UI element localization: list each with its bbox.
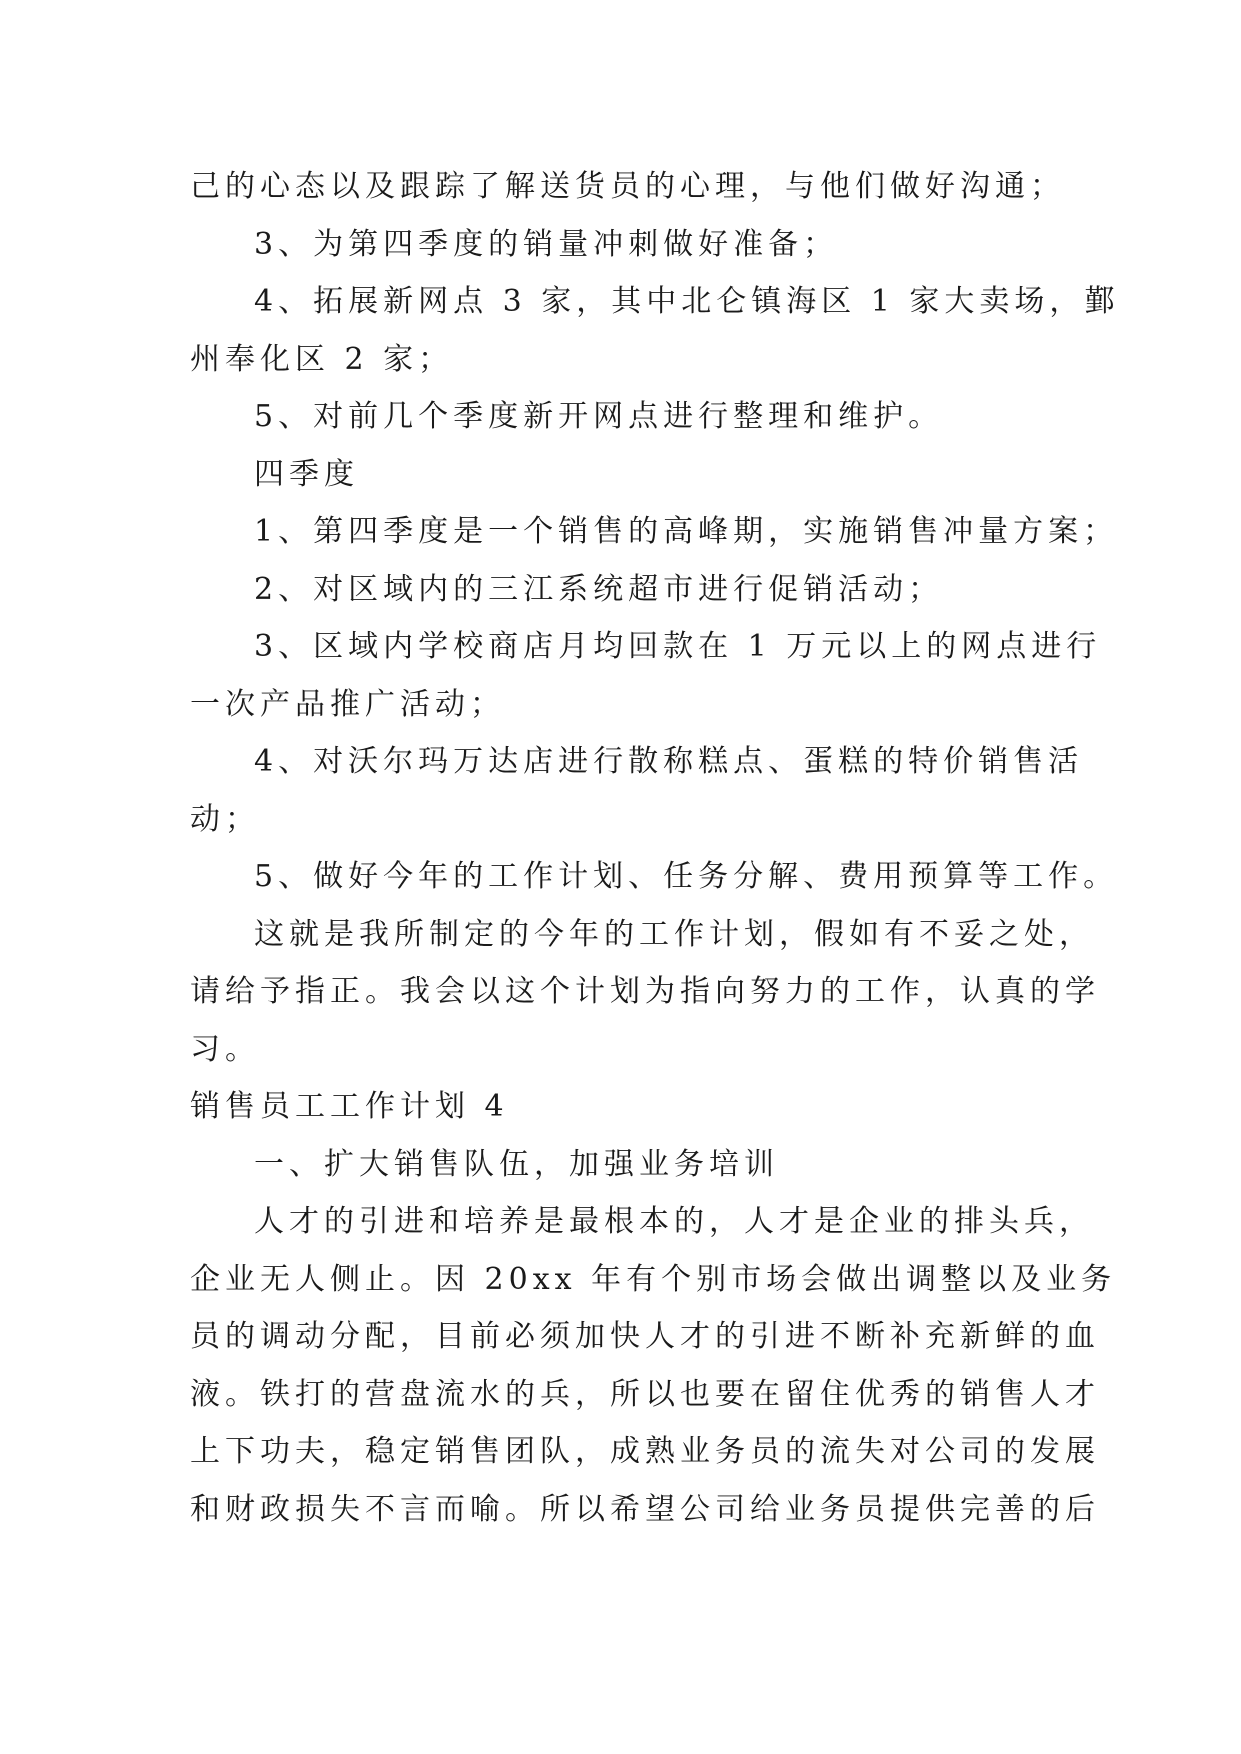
text-line: 4、拓展新网点 3 家，其中北仑镇海区 1 家大卖场，鄞 [254,284,1120,319]
text-line: 这就是我所制定的今年的工作计划，假如有不妥之处， [254,916,1094,952]
section-heading: 四季度 [254,456,359,492]
text-line: 一次产品推广活动； [190,686,505,722]
text-line: 上下功夫，稳定销售团队，成熟业务员的流失对公司的发展 [190,1434,1100,1469]
text-line: 企业无人侧止。因 20xx 年有个别市场会做出调整以及业务 [190,1261,1117,1297]
text-line: 己的心态以及跟踪了解送货员的心理，与他们做好沟通； [190,169,1065,204]
document-body [190,158,1120,1538]
text-line: 员的调动分配，目前必须加快人才的引进不断补充新鲜的血 [190,1319,1100,1354]
section-heading: 一、扩大销售队伍，加强业务培训 [254,1146,779,1182]
text-line: 动； [190,801,260,837]
section-title: 销售员工工作计划 4 [190,1089,509,1124]
text-line: 人才的引进和培养是最根本的，人才是企业的排头兵， [254,1204,1094,1239]
text-line: 1、第四季度是一个销售的高峰期，实施销售冲量方案； [254,514,1119,549]
text-line: 习。 [190,1031,260,1067]
text-line: 州奉化区 2 家； [190,341,454,377]
text-line: 3、为第四季度的销量冲刺做好准备； [254,226,839,262]
text-line: 5、做好今年的工作计划、任务分解、费用预算等工作。 [254,859,1119,894]
text-line: 4、对沃尔玛万达店进行散称糕点、蛋糕的特价销售活 [254,744,1084,779]
text-line: 液。铁打的营盘流水的兵，所以也要在留住优秀的销售人才 [190,1376,1100,1412]
text-line: 3、区域内学校商店月均回款在 1 万元以上的网点进行 [254,629,1102,664]
text-line: 5、对前几个季度新开网点进行整理和维护。 [254,399,944,434]
text-line: 请给予指正。我会以这个计划为指向努力的工作，认真的学 [190,974,1100,1009]
text-line: 2、对区域内的三江系统超市进行促销活动； [254,571,944,607]
text-line: 和财政损失不言而喻。所以希望公司给业务员提供完善的后 [190,1491,1100,1527]
